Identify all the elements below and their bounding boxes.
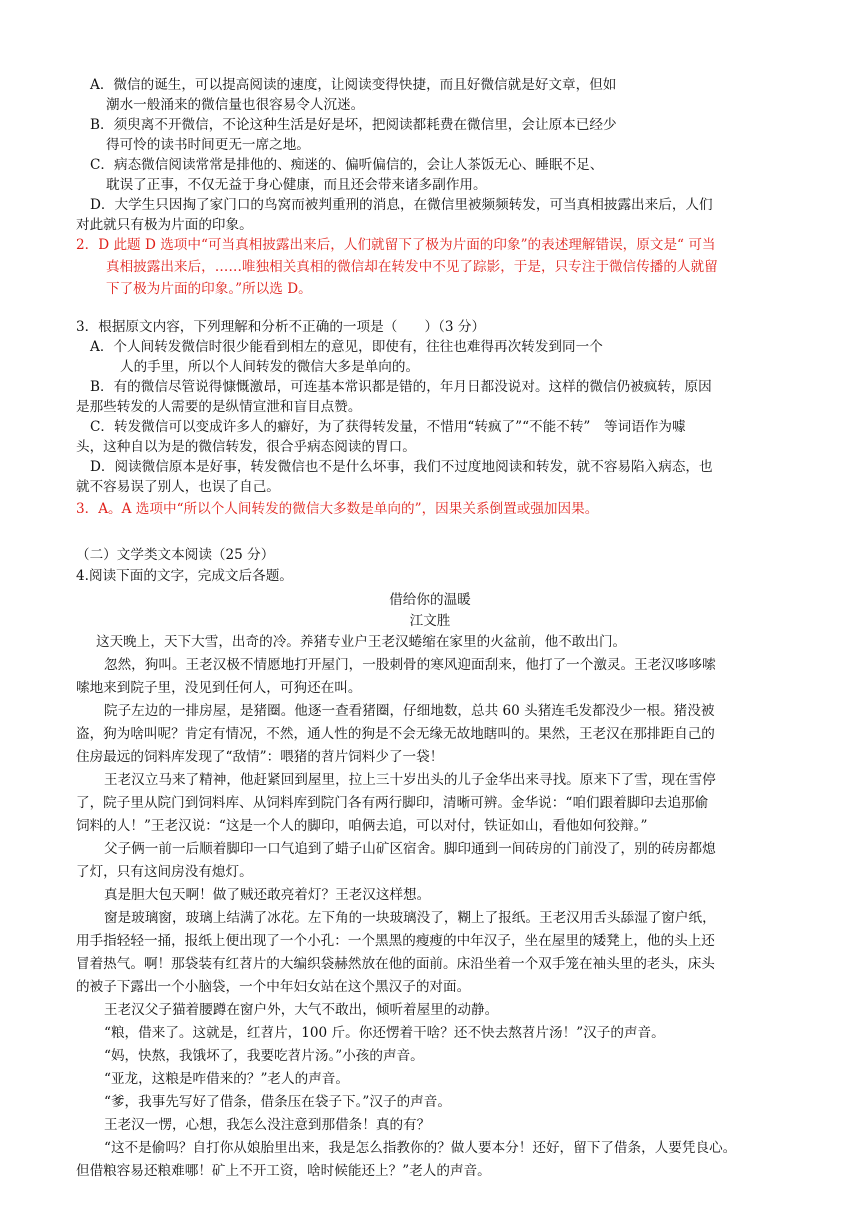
story-paragraph-line: 王老汉父子猫着腰蹲在窗户外，大气不敢出，倾听着屋里的动静。 [104,1002,499,1018]
story-paragraph-line: 王老汉立马来了精神，他赶紧回到屋里，拉上三十岁出头的儿子金华出来寻找。原来下了雪，现在雪停 [104,772,716,788]
story-paragraph-line: 忽然，狗叫。王老汉极不情愿地打开屋门，一股刺骨的寒风迎面刮来，他打了一个激灵。王老汉哆哆嗦 [104,657,716,673]
q2-answer-line3: 下了极为片面的印象。”所以选 D。 [106,281,312,297]
story-paragraph-line: 真是胆大包天啊！做了贼还敢亮着灯？王老汉这样想。 [104,887,431,903]
story-paragraph-line: 但借粮容易还粮难哪！矿上不开工资，啥时候能还上？”老人的声音。 [76,1163,491,1179]
section-heading: （二）文学类文本阅读（25 分） [76,547,275,563]
story-paragraph-line: “粮，借来了。这就是，红苕片，100 斤。你还愣着干啥？还不快去熬苕片汤！”汉子的声音。 [104,1025,665,1041]
story-paragraph-line: 王老汉一愣，心想，我怎么没注意到那借条！真的有？ [104,1117,431,1133]
story-paragraph-line: 饲料的人！”王老汉说：“这是一个人的脚印，咱俩去追，可以对付，铁证如山，看他如何狡辩。” [76,818,648,834]
q2-option-a-line1: A．微信的诞生，可以提高阅读的速度，让阅读变得快捷，而且好微信就是好文章，但如 [90,77,617,93]
q2-option-d-line1: D．大学生只因掏了家门口的鸟窝而被判重刑的消息，在微信里被频频转发，可当真相披露出来后，人们 [90,197,713,213]
story-paragraph-line: 盗，狗为啥叫呢？肯定有情况，不然，通人性的狗是不会无缘无故地瞎叫的。果然，王老汉在那排距自己的 [76,726,715,742]
reading-instruction: 4.阅读下面的文字，完成文后各题。 [76,568,293,584]
story-paragraph-line: 住房最远的饲料库发现了“敌情”：喂猪的苕片饲料少了一袋！ [76,749,444,765]
story-paragraph-line: 父子俩一前一后顺着脚印一口气追到了蜡子山矿区宿舍。脚印通到一间砖房的门前没了，别的砖房都熄 [104,841,716,857]
story-paragraph-line: “这不是偷吗？自打你从娘胎里出来，我是怎么指教你的？做人要本分！还好，留下了借条，人要凭良心。 [104,1140,737,1156]
q2-answer-line1: 2．D 此题 D 选项中“可当真相披露出来后，人们就留下了极为片面的印象”的表述理解错误，原文是“ 可当 [76,237,716,253]
story-paragraph-line: 冒着热气。啊！那袋装有红苕片的大编织袋赫然放在他的面前。床沿坐着一个双手笼在袖头里的老头，床头 [76,956,715,972]
story-paragraph-line: 窗是玻璃窗，玻璃上结满了冰花。左下角的一块玻璃没了，糊上了报纸。王老汉用舌头舔湿了窗户纸， [104,910,716,926]
story-paragraph-line: 了，院子里从院门到饲料库、从饲料库到院门各有两行脚印，清晰可辨。金华说：“咱们跟着脚印去追那偷 [76,795,709,811]
story-paragraph-line: 了灯，只有这间房没有熄灯。 [76,864,253,880]
story-title: 借给你的温暖 [389,592,471,608]
q3-option-b-line1: B．有的微信尽管说得慷慨激昂，可连基本常识都是错的，年月日都没说对。这样的微信仍被疯转，原因 [90,379,712,395]
q2-option-c-line2: 耽误了正事，不仅无益于身心健康，而且还会带来诸多副作用。 [106,177,487,193]
story-paragraph-line: 院子左边的一排房屋，是猪圈。他逐一查看猪圈，仔细地数，总共 60 头猪连毛发都没少一根。猪没被 [104,703,715,719]
q3-option-a-line1: A．个人间转发微信时很少能看到相左的意见，即使有，往往也难得再次转发到同一个 [90,339,603,355]
story-paragraph-line: “亚龙，这粮是咋借来的？”老人的声音。 [104,1071,349,1087]
q2-option-b-line1: B．须臾离不开微信，不论这种生活是好是坏，把阅读都耗费在微信里，会让原本已经少 [90,117,617,133]
q2-option-b-line2: 得可怜的读书时间更无一席之地。 [106,137,310,153]
story-paragraph-line: 用手指轻轻一捅，报纸上便出现了一个小孔：一个黑黑的瘦瘦的中年汉子，坐在屋里的矮凳上，他的头上还 [76,933,715,949]
q3-option-b-line2: 是那些转发的人需要的是纵情宣泄和盲目点赞。 [76,399,362,415]
story-author: 江文胜 [409,613,451,629]
q3-option-d-line2: 就不容易误了别人，也误了自己。 [76,479,280,495]
story-paragraph-line: 嗦地来到院子里，没见到任何人，可狗还在叫。 [76,680,362,696]
story-paragraph-line: 的被子下露出一个小脑袋，一个中年妇女站在这个黑汉子的对面。 [76,979,471,995]
q2-option-d-line2: 对此就只有极为片面的印象。 [76,217,253,233]
q3-option-a-line2: 人的手里，所以个人间转发的微信大多是单向的。 [120,359,420,375]
story-paragraph-line: “妈，快熬，我饿坏了，我要吃苕片汤。”小孩的声音。 [104,1048,424,1064]
q3-option-d-line1: D．阅读微信原本是好事，转发微信也不是什么坏事，我们不过度地阅读和转发，就不容易陷入病态，也 [90,459,713,475]
q3-answer: 3．A。A 选项中“所以个人间转发的微信大多数是单向的”，因果关系倒置或强加因果。 [76,501,599,517]
q3-question: 3．根据原文内容，下列理解和分析不正确的一项是（ ）（3 分） [76,319,486,335]
q2-option-c-line1: C．病态微信阅读常常是排他的、痴迷的、偏听偏信的，会让人茶饭无心、睡眠不足、 [90,157,604,173]
q2-answer-line2: 真相披露出来后，……唯独相关真相的微信却在转发中不见了踪影，于是，只专注于微信传播的人就留 [106,259,718,275]
story-paragraph-line: 这天晚上，天下大雪，出奇的冷。养猪专业户王老汉蜷缩在家里的火盆前，他不敢出门。 [96,634,627,650]
q3-option-c-line2: 头，这种自以为是的微信转发，很合乎病态阅读的胃口。 [76,439,416,455]
story-paragraph-line: “爹，我事先写好了借条，借条压在袋子下。”汉子的声音。 [104,1094,451,1110]
q2-option-a-line2: 潮水一般涌来的微信量也很容易令人沉迷。 [106,97,365,113]
q3-option-c-line1: C．转发微信可以变成许多人的癖好，为了获得转发量，不惜用“转疯了”“不能不转” 等词语作为噱 [90,419,686,435]
